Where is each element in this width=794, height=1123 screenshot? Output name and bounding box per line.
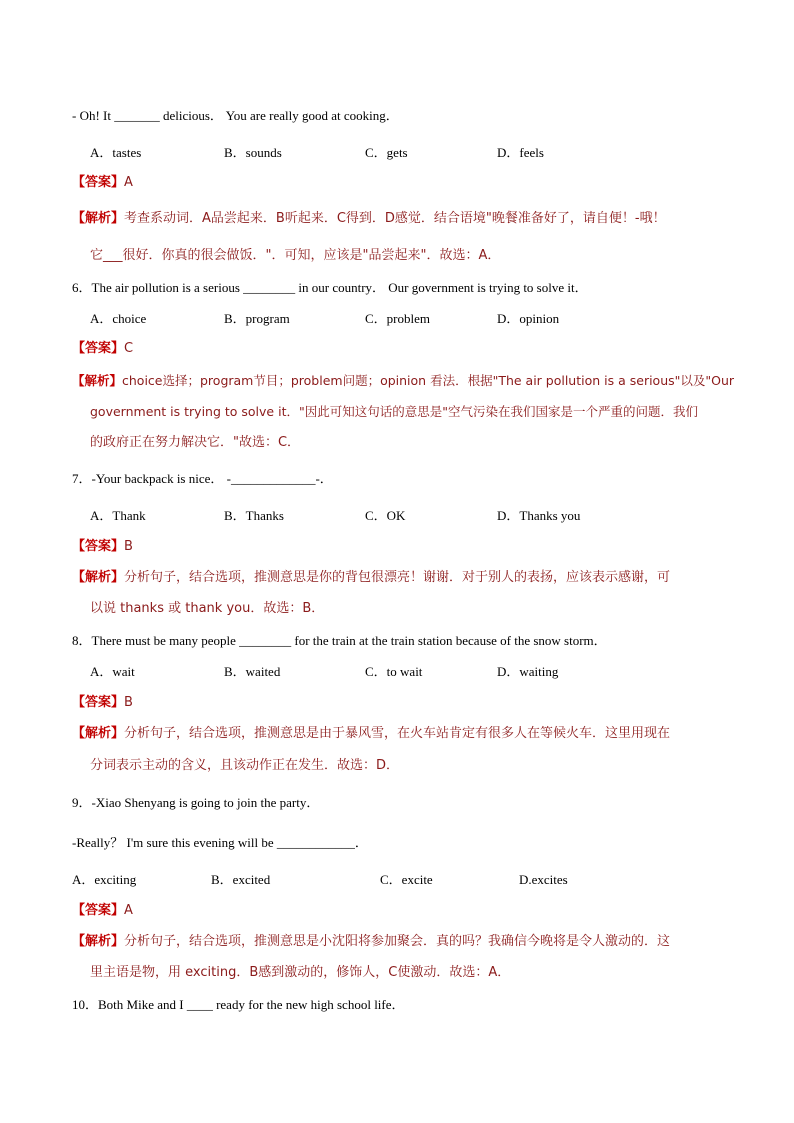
- analysis-tag: 【解析】: [72, 373, 123, 388]
- q9-analysis-line-1: [72, 933, 670, 951]
- q7-analysis-line-1: [72, 569, 670, 587]
- analysis-tag: 【解析】: [72, 934, 125, 949]
- q6-option-b: B．program: [224, 311, 290, 326]
- answer-tag: 【答案】: [72, 175, 125, 190]
- q9-stem-reply: -Really？ I'm sure this evening will be ____________．: [72, 835, 368, 850]
- q9-option-a: A．exciting: [72, 872, 137, 887]
- q8-option-c: C．to wait: [365, 664, 423, 679]
- q5-option-d: D．feels: [497, 145, 544, 160]
- q6-option-a: A．choice: [90, 311, 147, 326]
- q8-option-b: B．waited: [224, 664, 281, 679]
- q7-answer: [72, 538, 133, 556]
- q8-option-d: D．waiting: [497, 664, 559, 679]
- q6-answer: [72, 340, 133, 358]
- q9-stem: 9．-Xiao Shenyang is going to join the party．: [72, 795, 320, 810]
- analysis-tag: 【解析】: [72, 726, 125, 741]
- q6-analysis-line-3: 的政府正在努力解决它．"故选：C．: [90, 435, 301, 450]
- q9-option-c: C．excite: [380, 872, 433, 887]
- q7-analysis-line-2: 以说 thanks 或 thank you．故选：B．: [90, 601, 325, 616]
- q7-option-d: D．Thanks you: [497, 508, 581, 523]
- q6-analysis-line-2: government is trying to solve it．"因此可知这句话的意思是"空气污染在我们国家是一个严重的问题．我们: [90, 404, 698, 419]
- q6-option-c: C．problem: [365, 311, 430, 326]
- q8-analysis-line-2: 分词表示主动的含义，且该动作正在发生．故选：D．: [90, 758, 400, 773]
- answer-tag: 【答案】: [72, 903, 125, 918]
- q8-option-a: A．wait: [90, 664, 135, 679]
- q8-answer: [72, 694, 133, 712]
- q9-option-d: D.excites: [519, 872, 568, 887]
- q8-analysis-line-1: [72, 725, 670, 743]
- analysis-text: 分析句子，结合选项，推测意思是小沈阳将参加聚会．真的吗？我确信今晚将是令人激动的．这: [124, 934, 671, 949]
- analysis-tag: 【解析】: [72, 211, 125, 226]
- q7-stem: 7．-Your backpack is nice． -_____________-．: [72, 471, 333, 486]
- q7-option-a: A．Thank: [90, 508, 146, 523]
- q5-analysis-line-2: 它___很好．你真的很会做饭．"．可知，应该是"品尝起来"．故选：A．: [90, 248, 501, 263]
- answer-value: A: [124, 175, 133, 190]
- q6-analysis-line-1: [72, 372, 734, 390]
- answer-value: C: [124, 341, 134, 356]
- q10-stem: 10．Both Mike and I ____ ready for the new high school life．: [72, 997, 405, 1012]
- q6-stem: 6．The air pollution is a serious ________ in our country． Our government is trying to solve it．: [72, 280, 588, 295]
- q5-option-c: C．gets: [365, 145, 408, 160]
- q6-option-d: D．opinion: [497, 311, 560, 326]
- q8-stem: 8．There must be many people ________ for the train at the train station because of the snow storm．: [72, 633, 607, 648]
- q9-answer: [72, 902, 133, 920]
- q5-option-b: B．sounds: [224, 145, 282, 160]
- q7-option-c: C．OK: [365, 508, 406, 523]
- analysis-text: 考查系动词．A品尝起来．B听起来．C得到．D感觉．结合语境"晚餐准备好了，请自便！-哦！: [124, 211, 666, 226]
- q5-option-a: A．tastes: [90, 145, 142, 160]
- analysis-text: choice选择；program节目；problem问题；opinion 看法．根据"The air pollution is a serious"以及"Our: [122, 373, 735, 388]
- analysis-tag: 【解析】: [72, 570, 125, 585]
- q9-option-b: B．excited: [211, 872, 271, 887]
- q5-analysis-line-1: [72, 210, 666, 228]
- analysis-text: 分析句子，结合选项，推测意思是由于暴风雪，在火车站肯定有很多人在等候火车．这里用现在: [124, 726, 671, 741]
- q5-answer: [72, 174, 133, 192]
- analysis-text: 分析句子，结合选项，推测意思是你的背包很漂亮！谢谢．对于别人的表扬，应该表示感谢，可: [124, 570, 671, 585]
- q9-analysis-line-2: 里主语是物，用 exciting．B感到激动的，修饰人，C使激动．故选：A．: [90, 965, 511, 980]
- q5-stem: - Oh! It _______ delicious． You are really good at cooking．: [72, 108, 399, 123]
- answer-tag: 【答案】: [72, 539, 125, 554]
- q7-option-b: B．Thanks: [224, 508, 284, 523]
- answer-value: A: [124, 903, 133, 918]
- answer-tag: 【答案】: [72, 695, 125, 710]
- answer-value: B: [124, 695, 133, 710]
- answer-tag: 【答案】: [72, 341, 125, 356]
- answer-value: B: [124, 539, 133, 554]
